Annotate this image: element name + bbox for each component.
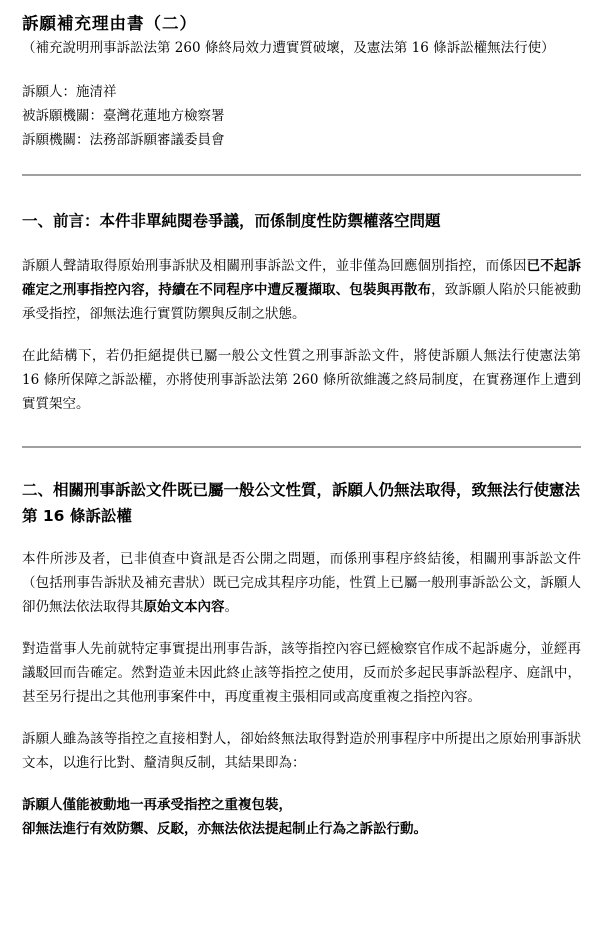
conclusion-line-1: 訴願人僅能被動地一再承受指控之重複包裝， [22, 797, 292, 813]
emphasis-text: 原始文本內容 [143, 599, 225, 615]
section-2-paragraph-1 [22, 547, 581, 619]
document-subtitle: （補充說明刑事訴訟法第 260 條終局效力遭實質破壞，及憲法第 16 條訴訟權無法行使） [22, 40, 555, 56]
paragraph-text: 。 [224, 599, 238, 615]
section-1-paragraph-2: 在此結構下，若仍拒絕提供已屬一般公文性質之刑事訴訟文件，將使訴願人無法行使憲法第 16 條所保障之訴訟權，亦將使刑事訴訟法第 260 條所欲維護之終局制度，在實務運作上遭到實質架空。 [22, 348, 581, 412]
petitioner-line: 訴願人：施清祥 [22, 84, 117, 100]
divider [22, 446, 581, 448]
conclusion-line-2: 卻無法進行有效防禦、反駁，亦無法依法提起制止行為之訴訟行動。 [22, 821, 427, 837]
section-1-heading: 一、前言：本件非單純閱卷爭議，而係制度性防禦權落空問題 [22, 212, 441, 230]
document-title: 訴願補充理由書（二） [22, 14, 197, 33]
section-2-paragraph-3: 訴願人雖為該等指控之直接相對人，卻始終無法取得對造於刑事程序中所提出之原始刑事訴狀文本，以進行比對、釐清與反制，其結果即為： [22, 731, 581, 771]
paragraph-text: ，致訴願人陷於只能被動承受指控，卻無法進行實質防禦與反制之狀態。 [22, 282, 581, 322]
emphasis-text: 已不起訴確定之刑事指控內容，持續在不同程序中遭反覆擷取、包裝與再散布 [22, 258, 582, 298]
respondent-agency-line: 被訴願機關：臺灣花蓮地方檢察署 [22, 108, 225, 124]
section-2-conclusion [22, 793, 581, 841]
divider [22, 174, 581, 176]
paragraph-text: 訴願人聲請取得原始刑事訴狀及相關刑事訴訟文件，並非僅為回應個別指控，而係因 [22, 258, 527, 274]
parties-block [22, 80, 581, 152]
paragraph-text: 本件所涉及者，已非偵查中資訊是否公開之問題，而係刑事程序終結後，相關刑事訴訟文件（包括刑事告訴狀及補充書狀）既已完成其程序功能，性質上已屬一般刑事訴訟公文，訴願人卻仍無法依法取得其 [22, 551, 581, 615]
section-1-paragraph-1 [22, 254, 581, 326]
section-2-paragraph-2: 對造當事人先前就特定事實提出刑事告訴，該等指控內容已經檢察官作成不起訴處分，並經再議駁回而告確定。然對造並未因此終止該等指控之使用，反而於多起民事訴訟程序、庭訊中，甚至另行提出之其他刑事案件中，再度重複主張相同或高度重複之指控內容。 [22, 641, 581, 705]
section-2-heading: 二、相關刑事訴訟文件既已屬一般公文性質，訴願人仍無法取得，致無法行使憲法第 16 條訴訟權 [22, 481, 581, 525]
review-agency-line: 訴願機關：法務部訴願審議委員會 [22, 132, 225, 148]
